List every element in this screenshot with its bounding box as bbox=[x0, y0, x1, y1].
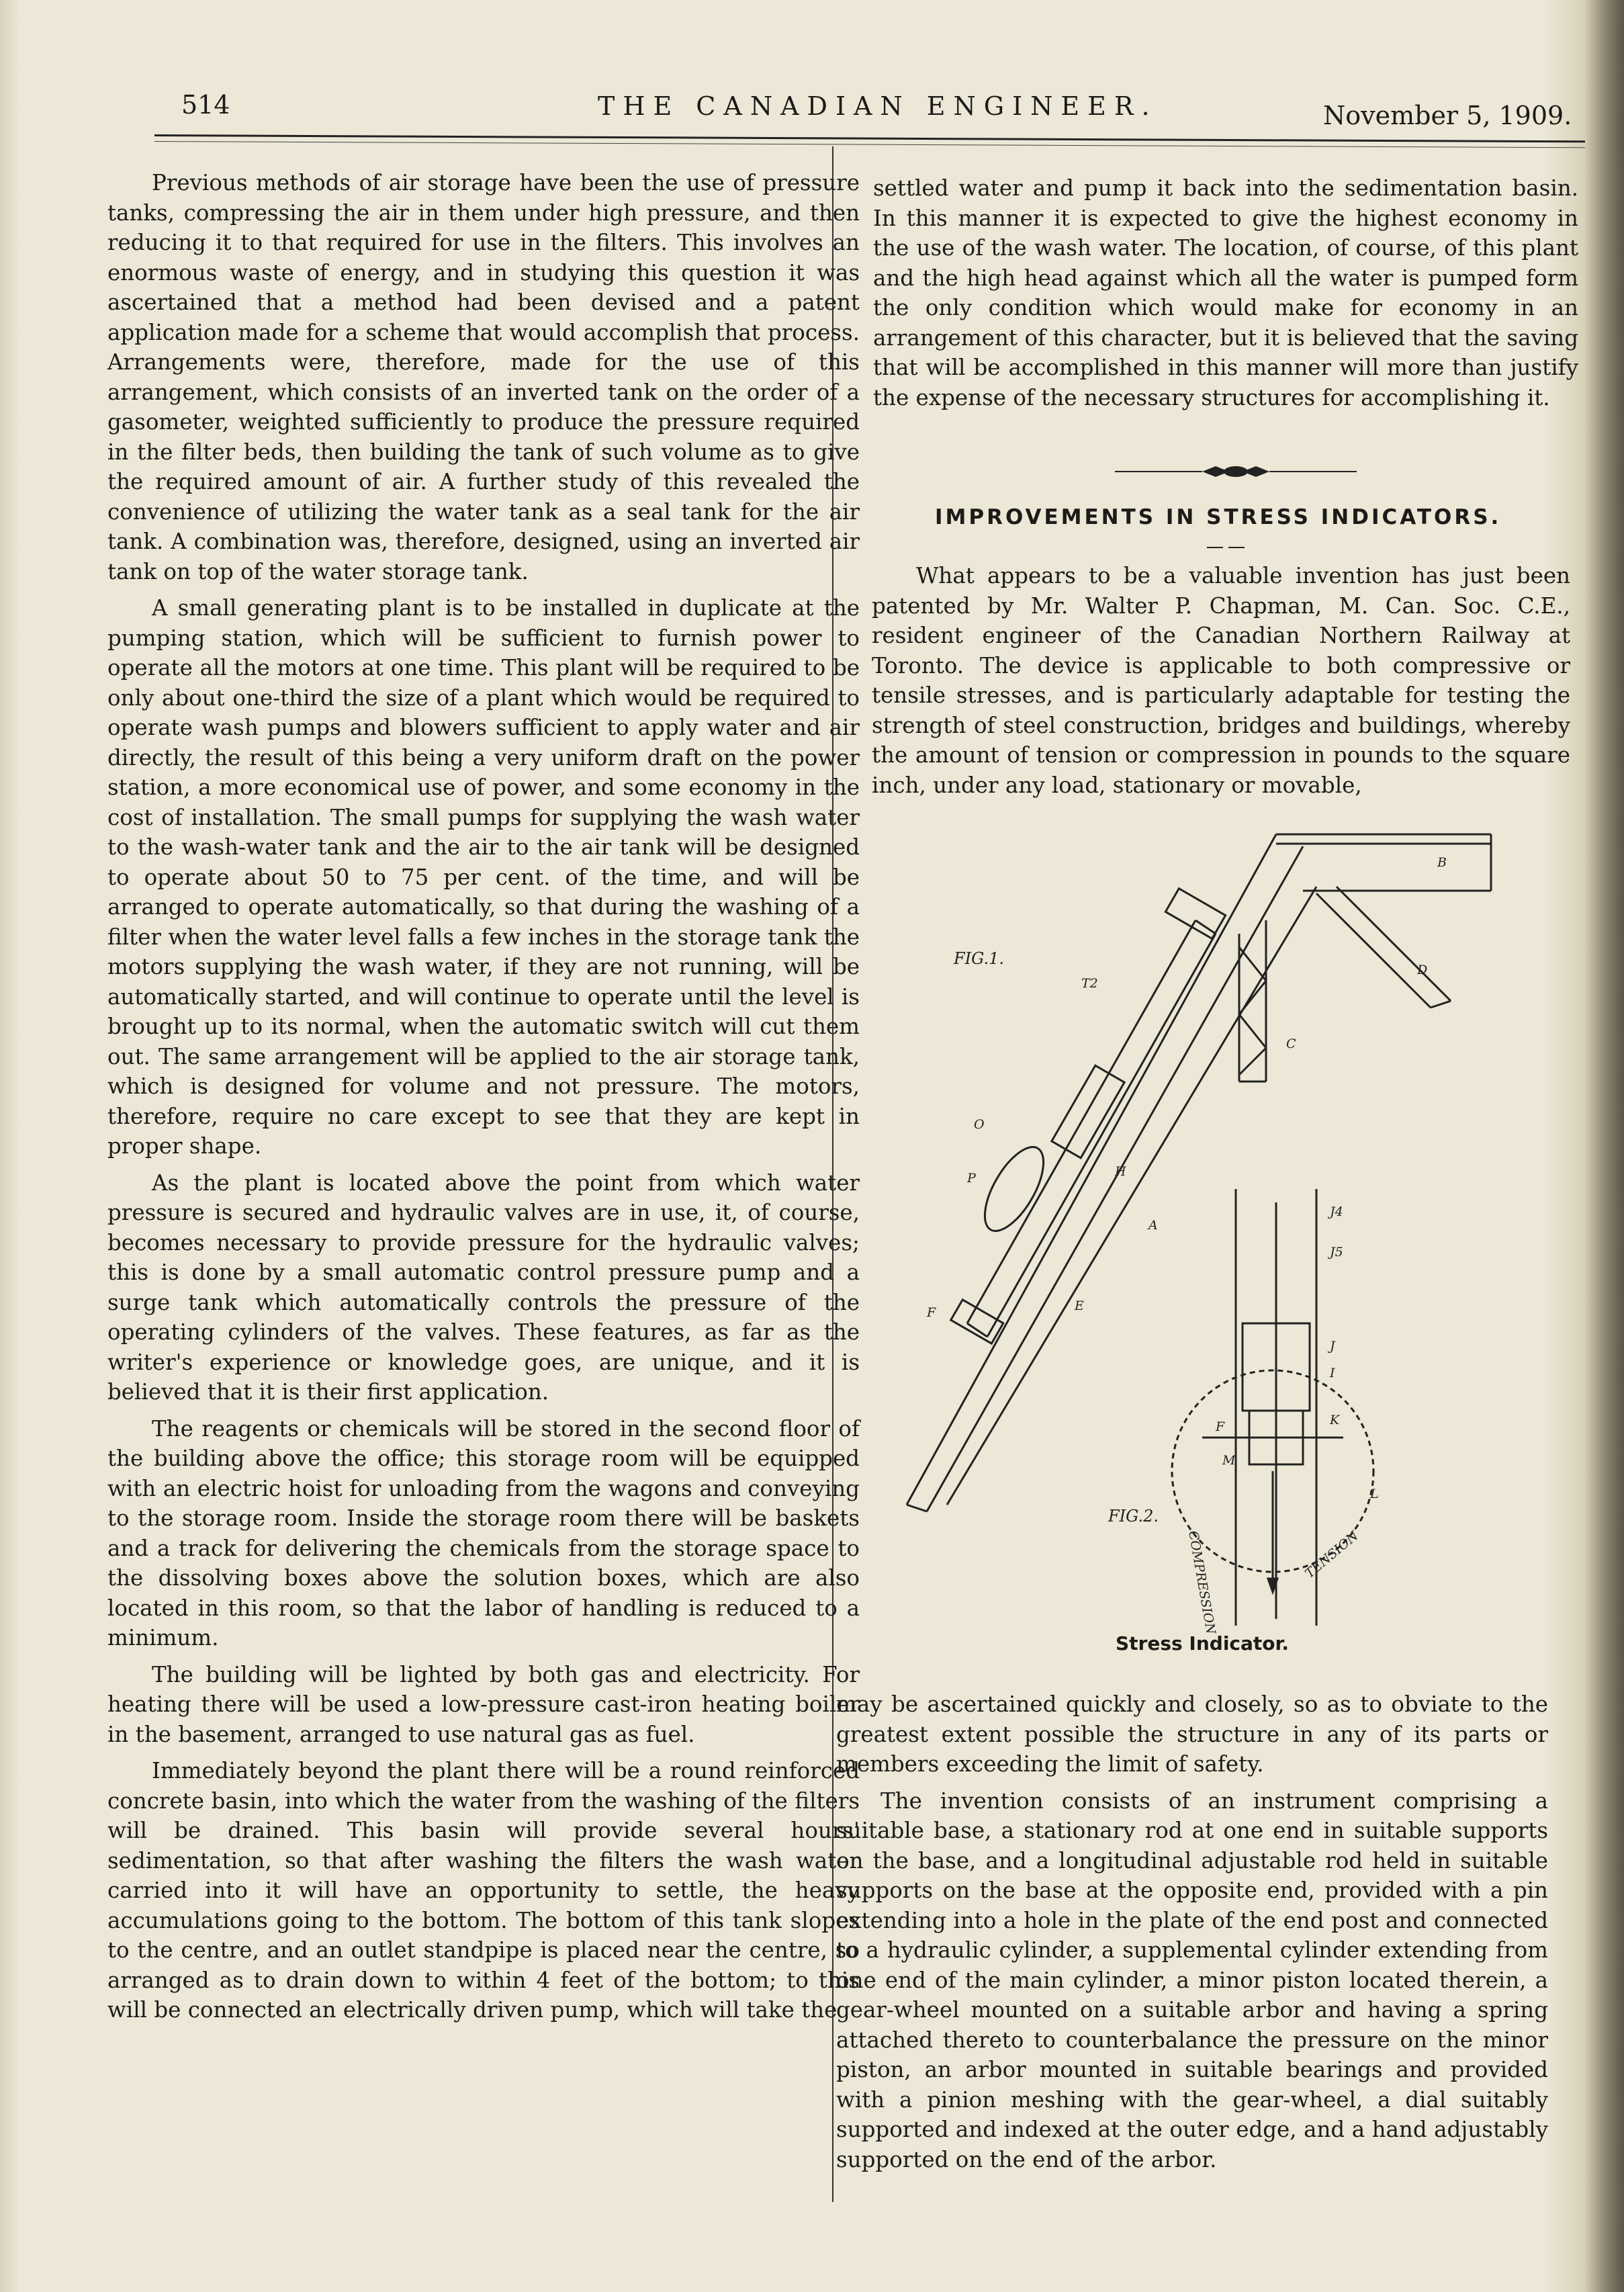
svg-text:F: F bbox=[927, 1305, 936, 1320]
right-column-top bbox=[873, 173, 1578, 419]
svg-text:P: P bbox=[967, 1171, 976, 1186]
svg-text:J4: J4 bbox=[1330, 1204, 1343, 1219]
fig2-label: FIG.2. bbox=[1108, 1507, 1159, 1526]
svg-text:O: O bbox=[974, 1117, 985, 1132]
svg-text:C: C bbox=[1286, 1037, 1296, 1051]
dial-label-tension: TENSION bbox=[1302, 1528, 1361, 1581]
svg-text:H: H bbox=[1115, 1164, 1126, 1179]
paragraph: What appears to be a valuable invention has just been patented by Mr. Walter P. Chapman, M. Can. Soc. C.E., resident engineer of the Canadian Northern Railway at Toronto. The device is applicable to both compressive or tensile stresses, and is particularly adaptable for testing the strength of steel construction, bridges and buildings, whereby the amount of tension or compression in pounds to the square inch, under any load, stationary or movable, bbox=[872, 563, 1570, 798]
section-ornament bbox=[1115, 464, 1357, 480]
svg-text:K: K bbox=[1330, 1413, 1340, 1427]
svg-text:A: A bbox=[1148, 1218, 1158, 1233]
svg-text:J: J bbox=[1330, 1339, 1335, 1354]
svg-text:T2: T2 bbox=[1081, 976, 1098, 991]
svg-text:F: F bbox=[1216, 1419, 1225, 1434]
page-number: 514 bbox=[181, 90, 230, 120]
paragraph: The building will be lighted by both gas and electricity. For heating there will be used a low-pressure cast-iron heating boiler in the basement, arranged to use natural gas as fuel. bbox=[107, 1661, 860, 1747]
heading-dash bbox=[1206, 543, 1246, 552]
issue-date: November 5, 1909. bbox=[1323, 101, 1572, 130]
svg-text:I: I bbox=[1330, 1366, 1335, 1380]
figure-caption: Stress Indicator. bbox=[1116, 1632, 1289, 1655]
svg-text:L: L bbox=[1370, 1487, 1379, 1501]
article-intro bbox=[872, 561, 1570, 807]
paragraph: The reagents or chemicals will be stored in the second floor of the building above the office; this storage room will be equipped with an electric hoist for unloading from the wagons and conveying to the storage room. Inside the storage room there will be baskets and a track for delivering the chemicals from the storage space to the dissolving boxes above the solution boxes, which are also located in this room, so that the labor of handling is reduced to a minimum. bbox=[107, 1415, 860, 1650]
article-heading: IMPROVEMENTS IN STRESS INDICATORS. bbox=[935, 505, 1502, 529]
paragraph: Previous methods of air storage have been the use of pressure tanks, compressing the air in them under high pressure, and then reducing it to that required for use in the filters. This involves an enormous waste of energy, and in studying this question it was ascertained that a method had been devised and a patent application made for a scheme that would accomplish that process. Arrangements were, therefore, made for the use of this arrangement, which consists of an inverted tank on the order of a gasometer, weighted sufficiently to produce the pressure required in the filter beds, then building the tank of such volume as to give the required amount of air. A further study of this revealed the convenience of utilizing the water tank as a seal tank for the air tank. A combination was, therefore, designed, using an inverted air tank on top of the water storage tank. bbox=[107, 170, 860, 584]
left-column bbox=[107, 168, 860, 2032]
svg-text:J5: J5 bbox=[1330, 1245, 1343, 1260]
svg-text:M: M bbox=[1222, 1453, 1236, 1468]
header-rule-thin bbox=[154, 141, 1585, 148]
svg-text:B: B bbox=[1437, 855, 1447, 870]
stress-indicator-figure bbox=[900, 826, 1504, 1646]
paragraph: As the plant is located above the point from which water pressure is secured and hydraulic valves are in use, it, of course, becomes necessary to provide pressure for the hydraulic valves; this is done by a small automatic control pressure pump and a surge tank which automatically controls the pressure of the operating cylinders of the valves. These features, as far as the writer's experience or knowledge goes, are unique, and it is believed that it is their first application. bbox=[107, 1170, 860, 1405]
right-column-bottom bbox=[836, 1689, 1548, 2181]
svg-text:E: E bbox=[1075, 1298, 1084, 1313]
journal-title: THE CANADIAN ENGINEER. bbox=[598, 91, 1158, 121]
running-header bbox=[154, 87, 1592, 134]
dial-label-compression: COMPRESSION bbox=[1185, 1530, 1218, 1636]
binding-shadow bbox=[1584, 0, 1624, 2292]
paragraph: A small generating plant is to be installed in duplicate at the pumping station, which will be sufficient to furnish power to operate all the motors at one time. This plant will be required to be only about one-third the size of a plant which would be required to operate wash pumps and blowers sufficient to apply water and air directly, the result of this being a very uniform draft on the power station, a more economical use of power, and some economy in the cost of installation. The small pumps for supplying the wash water to the wash-water tank and the air to the air tank will be designed to operate about 50 to 75 per cent. of the time, and will be arranged to operate automatically, so that during the washing of a filter when the water level falls a few inches in the storage tank the motors supplying the wash water, if they are not running, will be automatically started, and will continue to operate until the level is brought up to its normal, when the automatic switch will cut them out. The same arrangement will be applied to the air storage tank, which is designed for volume and not pressure. The motors, therefore, require no care except to see that they are kept in proper shape. bbox=[107, 595, 860, 1159]
svg-text:D: D bbox=[1417, 963, 1428, 977]
paragraph: may be ascertained quickly and closely, so as to obviate to the greatest extent possible the structure in any of its parts or members exceeding the limit of safety. bbox=[836, 1691, 1548, 1777]
fig1-label: FIG.1. bbox=[954, 949, 1004, 968]
paragraph: The invention consists of an instrument comprising a suitable base, a stationary rod at one end in suitable supports on the base, and a longitudinal adjustable rod held in suitable supports on the base at the opposite end, provided with a pin extending into a hole in the plate of the end post and connected to a hydraulic cylinder, a supplemental cylinder extending from one end of the main cylinder, a minor piston located therein, a gear-wheel mounted on a suitable arbor and having a spring attached thereto to counterbalance the pressure on the minor piston, an arbor mounted in suitable bearings and provided with a pinion meshing with the gear-wheel, a dial suitably supported and indexed at the outer edge, and a hand adjustably supported on the end of the arbor. bbox=[836, 1788, 1548, 2172]
fig1-drawing bbox=[907, 834, 1491, 1511]
paragraph: settled water and pump it back into the sedimentation basin. In this manner it is expected to give the highest economy in the use of the wash water. The location, of course, of this plant and the high head against which all the water is pumped form the only condition which would make for economy in an arrangement of this character, but it is believed that the saving that will be accomplished in this manner will more than justify the expense of the necessary structures for accomplishing it. bbox=[873, 175, 1578, 410]
paragraph: Immediately beyond the plant there will be a round reinforced concrete basin, into which the water from the washing of the filters will be drained. This basin will provide several hours' sedimentation, so that after washing the filters the wash water carried into it will have an opportunity to settle, the heavy accumulations going to the bottom. The bottom of this tank slopes to the centre, and an outlet standpipe is placed near the centre, so arranged as to drain down to within 4 feet of the bottom; to this will be connected an electrically driven pump, which will take the bbox=[107, 1758, 860, 2023]
